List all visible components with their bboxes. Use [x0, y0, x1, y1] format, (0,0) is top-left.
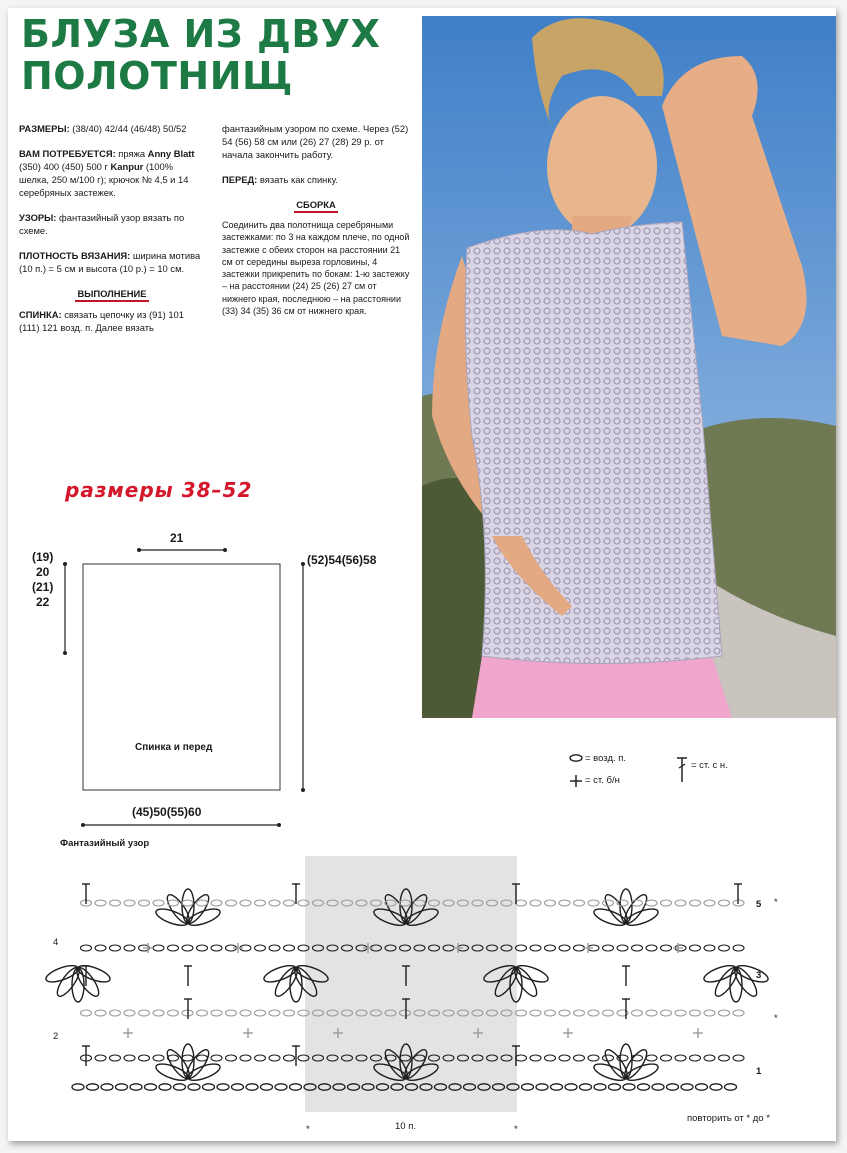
- chain-stitch: [487, 900, 498, 906]
- chain-stitch: [211, 945, 222, 951]
- chain-stitch: [414, 1010, 425, 1016]
- repeat-note: повторить от * до *: [687, 1113, 770, 1124]
- chain-stitch: [443, 945, 454, 951]
- chain-stitch: [690, 1055, 701, 1061]
- chain-stitch: [101, 1084, 113, 1090]
- chain-stitch: [319, 1084, 331, 1090]
- chain-stitch: [545, 945, 556, 951]
- patterns-text: фантазийный узор вязать по схеме.: [19, 212, 185, 236]
- chain-stitch: [145, 1084, 157, 1090]
- legend-dc-text: = ст. с н.: [691, 760, 728, 771]
- chain-stitch: [429, 945, 440, 951]
- chain-stitch: [516, 1010, 527, 1016]
- row-3-star: *: [774, 1013, 778, 1024]
- chain-stitch: [710, 1084, 722, 1090]
- chain-stitch: [487, 945, 498, 951]
- chain-stitch: [632, 945, 643, 951]
- chain-stitch: [516, 945, 527, 951]
- crochet-chart: [8, 8, 836, 1141]
- chain-stitch: [414, 900, 425, 906]
- chain-stitch: [501, 1055, 512, 1061]
- chain-stitch: [574, 1055, 585, 1061]
- chain-stitch: [356, 1010, 367, 1016]
- chain-stitch: [159, 1084, 171, 1090]
- chain-stitch: [269, 945, 280, 951]
- front-text: вязать как спинку.: [257, 174, 338, 185]
- chain-stitch: [95, 1010, 106, 1016]
- chain-stitch: [168, 1055, 179, 1061]
- chain-stitch: [574, 945, 585, 951]
- chain-stitch: [110, 1010, 121, 1016]
- chain-stitch: [356, 1055, 367, 1061]
- chain-stitch: [240, 1055, 251, 1061]
- chain-stitch: [95, 945, 106, 951]
- chain-stitch: [414, 945, 425, 951]
- chain-stitch: [130, 1084, 142, 1090]
- chain-stitch: [197, 1055, 208, 1061]
- top-width-label: 21: [170, 531, 184, 545]
- chain-stitch: [391, 1084, 403, 1090]
- chain-stitch: [704, 1010, 715, 1016]
- chain-stitch: [124, 945, 135, 951]
- chain-stitch: [313, 900, 324, 906]
- chain-stitch: [493, 1084, 505, 1090]
- chain-stitch: [240, 900, 251, 906]
- magazine-page: [8, 8, 836, 1141]
- chain-stitch: [690, 900, 701, 906]
- chain-stitch: [362, 1084, 374, 1090]
- chain-stitch: [574, 1010, 585, 1016]
- chain-stitch: [400, 1010, 411, 1016]
- chain-stitch: [472, 945, 483, 951]
- row-label-3: 3: [756, 970, 762, 981]
- chain-stitch: [406, 1084, 418, 1090]
- assembly-heading-text: СБОРКА: [294, 199, 338, 213]
- legend-sc-text: = ст. б/н: [585, 775, 620, 786]
- chain-stitch: [371, 900, 382, 906]
- chain-stitch: [522, 1084, 534, 1090]
- chain-stitch: [226, 1010, 237, 1016]
- chain-stitch: [559, 1010, 570, 1016]
- row-label-5: 5: [756, 899, 762, 910]
- chain-stitch: [559, 945, 570, 951]
- chain-stitch: [435, 1084, 447, 1090]
- chain-stitch: [217, 1084, 229, 1090]
- chain-stitch: [603, 900, 614, 906]
- left-height-1: (19): [32, 550, 54, 564]
- chain-stitch: [487, 1010, 498, 1016]
- chain-stitch: [400, 900, 411, 906]
- chain-stitch: [545, 1010, 556, 1016]
- chain-stitch: [342, 1010, 353, 1016]
- chain-stitch: [617, 945, 628, 951]
- chain-stitch: [313, 1010, 324, 1016]
- legend-chain-text: = возд. п.: [585, 753, 627, 764]
- chain-stitch: [269, 900, 280, 906]
- piece-label: Спинка и перед: [135, 742, 213, 753]
- back-text: связать цепочку из (91) 101 (111) 121 возд. п. Далее вязать: [19, 309, 184, 333]
- chain-stitch: [429, 1055, 440, 1061]
- chain-stitch: [124, 900, 135, 906]
- chain-stitch: [559, 1055, 570, 1061]
- chain-stitch: [197, 945, 208, 951]
- chain-stitch: [690, 945, 701, 951]
- chain-stitch: [530, 945, 541, 951]
- chain-stitch: [110, 1055, 121, 1061]
- chain-stitch: [95, 1055, 106, 1061]
- title-line-1: БЛУЗА ИЗ ДВУХ: [21, 12, 381, 56]
- chain-stitch: [116, 1084, 128, 1090]
- chain-stitch: [139, 1055, 150, 1061]
- chain-stitch: [551, 1084, 563, 1090]
- chain-stitch: [472, 1055, 483, 1061]
- chain-stitch: [110, 945, 121, 951]
- chain-stitch: [81, 945, 92, 951]
- repeat-start-star: *: [306, 1124, 310, 1135]
- chain-stitch: [342, 900, 353, 906]
- chain-stitch: [371, 1055, 382, 1061]
- repeat-end-star: *: [514, 1124, 518, 1135]
- chain-stitch: [530, 900, 541, 906]
- chain-stitch: [458, 1055, 469, 1061]
- chain-stitch: [487, 1055, 498, 1061]
- chain-stitch: [632, 1010, 643, 1016]
- chain-stitch: [464, 1084, 476, 1090]
- row-label-2: 2: [53, 1031, 59, 1042]
- chain-stitch: [638, 1084, 650, 1090]
- chain-stitch: [530, 1055, 541, 1061]
- chain-stitch: [603, 1055, 614, 1061]
- chain-stitch: [588, 900, 599, 906]
- chain-stitch: [95, 900, 106, 906]
- left-height-3: (21): [32, 580, 54, 594]
- chain-stitch: [545, 900, 556, 906]
- chain-stitch: [588, 1010, 599, 1016]
- materials-label: ВАМ ПОТРЕБУЕТСЯ:: [19, 148, 116, 159]
- chain-stitch: [458, 900, 469, 906]
- chain-stitch: [182, 945, 193, 951]
- chain-stitch: [342, 1055, 353, 1061]
- chain-stitch: [400, 1055, 411, 1061]
- chain-stitch: [690, 1010, 701, 1016]
- chain-stitch: [197, 900, 208, 906]
- assembly-paragraph: Соединить два полотнища серебряными застежками: по 3 на каждом плече, по одной застежке с обеих сторон на расстоянии 21 см от середины выреза горловины, 4 застежки прикрепить по бокам: 1-ю застежку – на расстоянии (24) 25 (26) 27 см от нижнего края, последнюю – на расстоянии (33) 34 (35) 36 см от нижнего края.: [222, 220, 410, 317]
- chain-stitch: [661, 1010, 672, 1016]
- chain-stitch: [646, 900, 657, 906]
- chain-stitch: [719, 900, 730, 906]
- right-length-label: (52)54(56)58: [307, 553, 377, 567]
- materials-text-3: (100% шелка, 250 м/100 г); крючок № 4,5 и 14 серебряных застежек.: [19, 161, 189, 198]
- chain-stitch: [298, 1055, 309, 1061]
- chain-stitch: [559, 900, 570, 906]
- chain-stitch: [429, 900, 440, 906]
- chain-stitch: [182, 900, 193, 906]
- chain-stitch: [675, 900, 686, 906]
- materials-text-1: пряжа: [115, 148, 148, 159]
- chain-stitch: [443, 1010, 454, 1016]
- chain-stitch: [472, 1010, 483, 1016]
- chain-stitch: [733, 1010, 744, 1016]
- yarn-brand: Anny Blatt: [147, 148, 195, 159]
- chain-stitch: [516, 1055, 527, 1061]
- chain-stitch: [327, 1055, 338, 1061]
- yarn-name: Kanpur: [110, 161, 144, 172]
- chain-stitch: [284, 945, 295, 951]
- chain-stitch: [226, 1055, 237, 1061]
- chain-stitch: [81, 1010, 92, 1016]
- left-height-4: 22: [35, 595, 50, 609]
- chain-stitch: [211, 1055, 222, 1061]
- title-line-2: ПОЛОТНИЩ: [21, 54, 293, 98]
- chain-stitch: [603, 945, 614, 951]
- chain-stitch: [211, 1010, 222, 1016]
- chain-stitch: [652, 1084, 664, 1090]
- chain-stitch: [545, 1055, 556, 1061]
- chain-stitch: [356, 900, 367, 906]
- chain-stitch: [696, 1084, 708, 1090]
- chain-stitch: [675, 1055, 686, 1061]
- chain-stitch: [348, 1084, 360, 1090]
- chain-stitch: [429, 1010, 440, 1016]
- chain-stitch: [603, 1010, 614, 1016]
- chain-stitch: [443, 900, 454, 906]
- chain-stitch: [284, 900, 295, 906]
- chain-stitch: [733, 945, 744, 951]
- chain-stitch: [458, 1010, 469, 1016]
- chain-stitch: [139, 1010, 150, 1016]
- chain-stitch: [472, 900, 483, 906]
- row-label-1: 1: [756, 1066, 762, 1077]
- chain-stitch: [594, 1084, 606, 1090]
- chain-stitch: [168, 900, 179, 906]
- sizes-text: (38/40) 42/44 (46/48) 50/52: [69, 123, 187, 134]
- chain-stitch: [327, 945, 338, 951]
- chain-stitch: [385, 1010, 396, 1016]
- chain-stitch: [333, 1084, 345, 1090]
- chain-stitch: [704, 945, 715, 951]
- chain-stitch: [182, 1055, 193, 1061]
- chain-stitch: [153, 1055, 164, 1061]
- chain-stitch: [275, 1084, 287, 1090]
- chain-stitch: [449, 1084, 461, 1090]
- chain-stitch: [725, 1084, 737, 1090]
- chain-stitch: [153, 1010, 164, 1016]
- execution-heading-text: ВЫПОЛНЕНИЕ: [75, 288, 148, 302]
- materials-text-2: (350) 400 (450) 500 г: [19, 161, 111, 172]
- chain-stitch: [536, 1084, 548, 1090]
- sizes-label: РАЗМЕРЫ:: [19, 123, 70, 134]
- chain-stitch: [255, 1055, 266, 1061]
- chain-stitch: [501, 1010, 512, 1016]
- chain-stitch: [211, 900, 222, 906]
- left-height-2: 20: [35, 565, 50, 579]
- chain-stitch: [371, 1010, 382, 1016]
- chain-stitch: [675, 1010, 686, 1016]
- chain-stitch: [733, 1055, 744, 1061]
- density-text: ширина мотива (10 п.) = 5 см и высота (10 р.) = 10 см.: [19, 250, 201, 274]
- chain-stitch: [284, 1055, 295, 1061]
- chain-stitch: [87, 1084, 99, 1090]
- chain-stitch: [255, 945, 266, 951]
- chain-stitch: [72, 1084, 84, 1090]
- chain-stitch: [139, 900, 150, 906]
- chain-stitch: [565, 1084, 577, 1090]
- density-label: ПЛОТНОСТЬ ВЯЗАНИЯ:: [19, 250, 131, 261]
- chain-stitch: [124, 1010, 135, 1016]
- chain-stitch: [414, 1055, 425, 1061]
- chain-stitch: [661, 900, 672, 906]
- chain-stitch: [232, 1084, 244, 1090]
- chain-stitch: [661, 945, 672, 951]
- sizes-heading: размеры 38–52: [65, 478, 253, 502]
- chain-stitch: [342, 945, 353, 951]
- chart-title: Фантазийный узор: [60, 838, 150, 849]
- chain-stitch: [110, 900, 121, 906]
- chain-stitch: [719, 1010, 730, 1016]
- chain-stitch: [719, 945, 730, 951]
- chain-stitch: [704, 1055, 715, 1061]
- chain-stitch: [298, 1010, 309, 1016]
- chain-stitch: [507, 1084, 519, 1090]
- chain-stitch: [298, 900, 309, 906]
- chain-stitch: [385, 945, 396, 951]
- chain-stitch: [443, 1055, 454, 1061]
- chain-stitch: [168, 945, 179, 951]
- row-5-star: *: [774, 897, 778, 908]
- chain-stitch: [681, 1084, 693, 1090]
- chain-stitch: [298, 945, 309, 951]
- chain-stitch: [269, 1055, 280, 1061]
- chain-stitch: [203, 1084, 215, 1090]
- chain-stitch: [719, 1055, 730, 1061]
- chain-stitch: [501, 945, 512, 951]
- chain-stitch: [661, 1055, 672, 1061]
- chain-stitch: [284, 1010, 295, 1016]
- chain-stitch: [174, 1084, 186, 1090]
- chain-stitch: [530, 1010, 541, 1016]
- chain-stitch: [400, 945, 411, 951]
- chain-stitch: [313, 945, 324, 951]
- chain-stitch: [124, 1055, 135, 1061]
- chain-stitch: [240, 1010, 251, 1016]
- chain-stitch: [290, 1084, 302, 1090]
- repeat-count: 10 п.: [395, 1121, 416, 1132]
- chain-stitch: [516, 900, 527, 906]
- chain-stitch: [646, 945, 657, 951]
- continue-paragraph: фантазийным узором по схеме. Через (52) 54 (56) 58 см или (26) 27 (28) 29 р. от начала закончить работу.: [222, 123, 409, 160]
- chain-stitch: [153, 900, 164, 906]
- chain-stitch: [255, 1010, 266, 1016]
- patterns-label: УЗОРЫ:: [19, 212, 57, 223]
- chain-stitch: [609, 1084, 621, 1090]
- chain-stitch: [226, 900, 237, 906]
- chain-stitch: [255, 900, 266, 906]
- chain-stitch: [580, 1084, 592, 1090]
- chain-stitch: [188, 1084, 200, 1090]
- chain-stitch: [168, 1010, 179, 1016]
- bottom-width-label: (45)50(55)60: [132, 805, 202, 819]
- chain-stitch: [574, 900, 585, 906]
- chain-stitch: [623, 1084, 635, 1090]
- chain-stitch: [269, 1010, 280, 1016]
- chain-stitch: [153, 945, 164, 951]
- chain-stitch: [704, 900, 715, 906]
- row-label-4: 4: [53, 937, 59, 948]
- chain-stitch: [420, 1084, 432, 1090]
- chain-stitch: [304, 1084, 316, 1090]
- chain-stitch: [197, 1010, 208, 1016]
- chain-stitch: [501, 900, 512, 906]
- chain-stitch: [313, 1055, 324, 1061]
- chain-stitch: [588, 1055, 599, 1061]
- chain-stitch: [327, 900, 338, 906]
- back-label: СПИНКА:: [19, 309, 62, 320]
- chain-stitch: [646, 1010, 657, 1016]
- chain-stitch: [377, 1084, 389, 1090]
- chain-stitch: [478, 1084, 490, 1090]
- chain-stitch: [667, 1084, 679, 1090]
- front-label: ПЕРЕД:: [222, 174, 258, 185]
- chain-stitch: [246, 1084, 258, 1090]
- chain-stitch: [327, 1010, 338, 1016]
- chain-stitch: [261, 1084, 273, 1090]
- chain-stitch: [646, 1055, 657, 1061]
